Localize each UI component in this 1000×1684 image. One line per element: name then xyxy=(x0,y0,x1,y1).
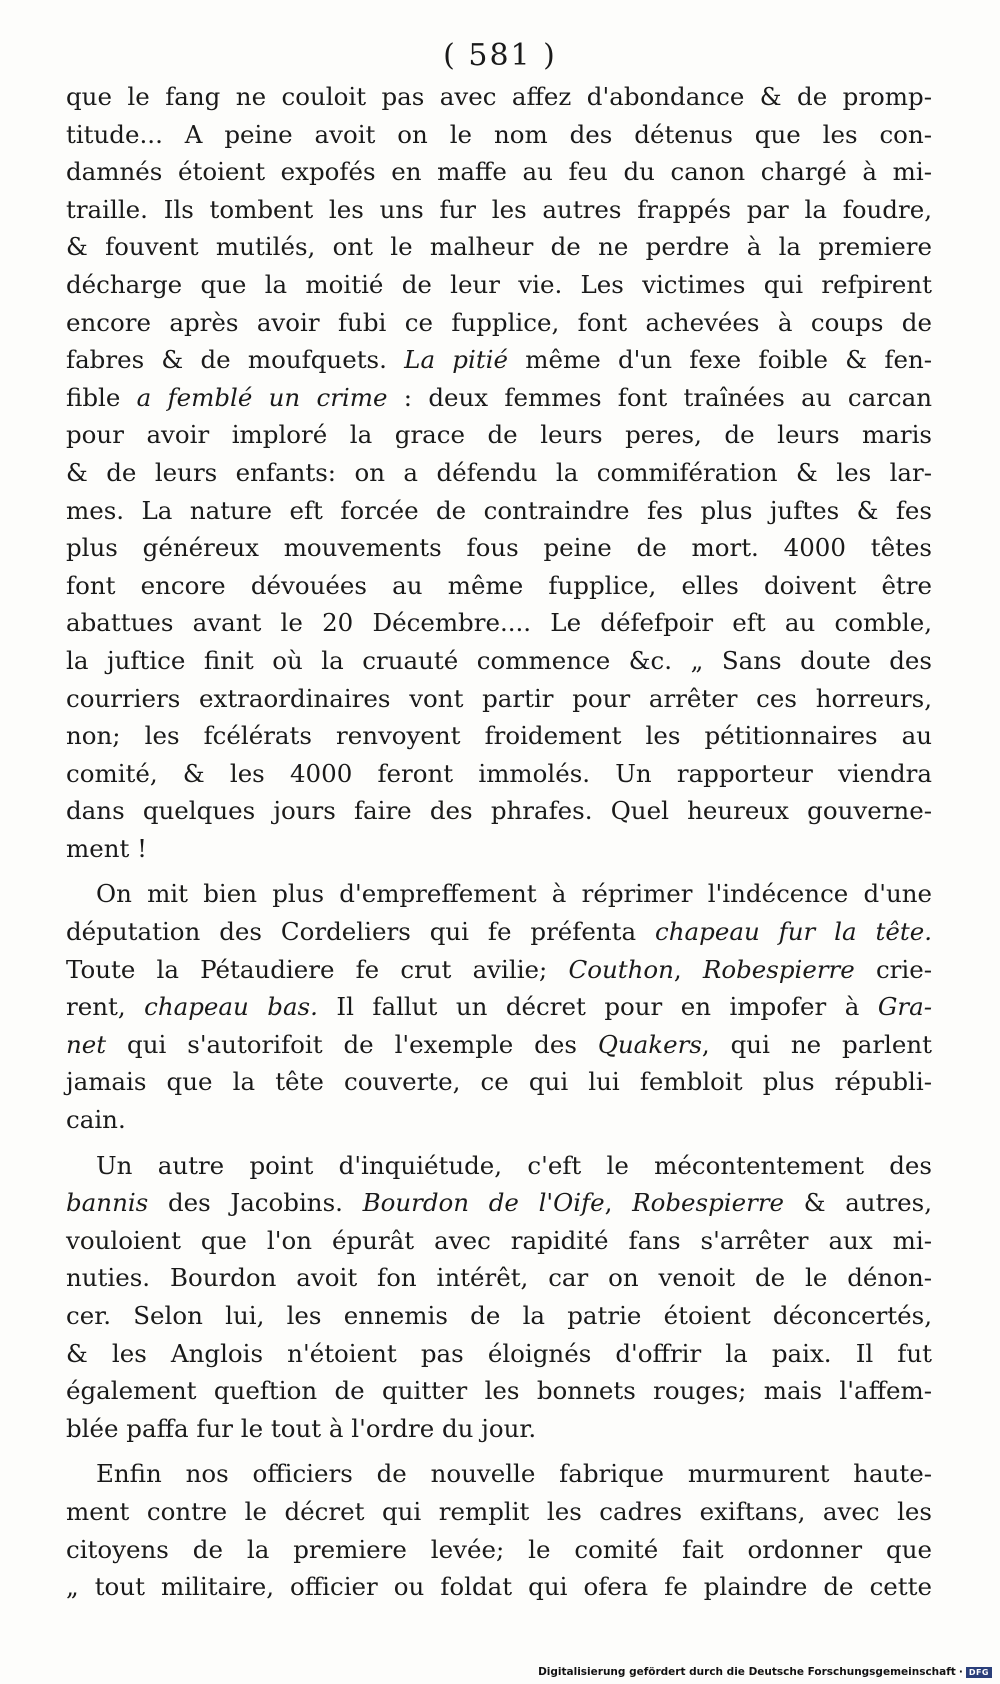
text-line xyxy=(66,1372,932,1410)
footer-text: Digitalisierung gefördert durch die Deutsche Forschungsgemeinschaft xyxy=(538,1666,956,1678)
italic-text: a femblé un crime xyxy=(136,382,388,412)
text-run: non; les fcélérats renvoyent froidement les pétitionnaires au xyxy=(66,721,932,751)
text-run: font encore dévouées au même fupplice, elles doivent être xyxy=(66,570,932,600)
text-run: fible xyxy=(66,382,137,412)
text-run: , qui ne parlent xyxy=(701,1029,932,1059)
text-run: citoyens de la premiere levée; le comité fait ordonner que xyxy=(66,1534,932,1564)
digitization-credit: Digitalisierung gefördert durch die Deutsche Forschungsgemeinschaft · DFG xyxy=(538,1666,992,1678)
text-line xyxy=(66,1147,932,1185)
text-run: vouloient que l'on épurât avec rapidité fans s'arrêter aux mi- xyxy=(66,1225,932,1255)
text-run: & les Anglois n'étoient pas éloignés d'offrir la paix. Il fut xyxy=(66,1338,932,1368)
italic-text: Bourdon de l'Oife xyxy=(362,1188,605,1218)
text-run: titude... A peine avoit on le nom des détenus que les con- xyxy=(66,119,932,149)
text-line xyxy=(66,988,932,1026)
italic-text: Couthon xyxy=(568,954,674,984)
text-line xyxy=(66,680,932,718)
text-run: crie- xyxy=(854,954,932,984)
text-run: des Jacobins. xyxy=(148,1188,363,1218)
italic-text: net xyxy=(66,1029,107,1059)
text-line xyxy=(66,1063,932,1101)
italic-text: Robespierre xyxy=(702,954,855,984)
text-run: qui s'autorifoit de l'exemple des xyxy=(106,1029,598,1059)
text-run: plus généreux mouvements fous peine de mort. 4000 têtes xyxy=(66,533,932,563)
text-line xyxy=(66,492,932,530)
text-line xyxy=(66,1531,932,1569)
text-run: Toute la Pétaudiere fe crut avilie; xyxy=(66,954,569,984)
text-run: traille. Ils tombent les uns fur les autres frappés par la foudre, xyxy=(66,194,932,224)
italic-text: La pitié xyxy=(404,345,509,375)
text-line xyxy=(66,116,932,154)
text-run: Un autre point d'inquiétude, c'eft le mécontentement des xyxy=(96,1150,932,1180)
text-line xyxy=(66,529,932,567)
text-line xyxy=(66,304,932,342)
text-line xyxy=(66,755,932,793)
paragraph-gap xyxy=(66,1139,932,1147)
text-run: la juftice finit où la cruauté commence &c. „ Sans doute des xyxy=(66,645,932,675)
italic-text: Robespierre xyxy=(632,1188,785,1218)
text-line xyxy=(66,830,932,868)
text-line xyxy=(66,1335,932,1373)
text-run: & fouvent mutilés, ont le malheur de ne perdre à la premiere xyxy=(66,232,932,262)
italic-text: chapeau fur la tête. xyxy=(655,917,932,947)
text-line xyxy=(66,875,932,913)
text-line xyxy=(66,604,932,642)
text-run: fabres & de moufquets. xyxy=(66,345,405,375)
text-line xyxy=(66,913,932,951)
text-line xyxy=(66,1222,932,1260)
text-run: jamais que la tête couverte, ce qui lui fembloit plus républi- xyxy=(66,1067,932,1097)
text-run: cain. xyxy=(66,1105,126,1135)
text-run: „ tout militaire, officier ou foldat qui ofera fe plaindre de cette xyxy=(66,1572,932,1602)
text-line xyxy=(66,717,932,755)
text-line xyxy=(66,454,932,492)
text-run: : deux femmes font traînées au carcan xyxy=(387,382,932,412)
text-run: nuties. Bourdon avoit fon intérêt, car on venoit de le dénon- xyxy=(66,1263,932,1293)
text-run: ment contre le décret qui remplit les cadres exiftans, avec les xyxy=(66,1496,932,1526)
text-run: députation des Cordeliers qui fe préfenta xyxy=(66,917,656,947)
text-run: blée paffa fur le tout à l'ordre du jour. xyxy=(66,1413,537,1443)
text-run: On mit bien plus d'empreffement à réprimer l'indécence d'une xyxy=(96,879,932,909)
text-line xyxy=(66,153,932,191)
italic-text: Quakers xyxy=(597,1029,702,1059)
text-line xyxy=(66,1493,932,1531)
text-line xyxy=(66,379,932,417)
text-line xyxy=(66,266,932,304)
text-line xyxy=(66,1568,932,1606)
text-run: comité, & les 4000 feront immolés. Un rapporteur viendra xyxy=(66,758,932,788)
text-run: mes. La nature eft forcée de contraindre fes plus juftes & fes xyxy=(66,495,932,525)
text-line xyxy=(66,1101,932,1139)
italic-text: chapeau bas. xyxy=(144,992,318,1022)
text-line xyxy=(66,1455,932,1493)
text-run: abattues avant le 20 Décembre.... Le défefpoir eft au comble, xyxy=(66,608,932,638)
text-run: , xyxy=(673,954,703,984)
text-run: damnés étoient expofés en maffe au feu du canon chargé à mi- xyxy=(66,157,932,187)
text-line xyxy=(66,78,932,116)
text-run: que le fang ne couloit pas avec affez d'abondance & de promp- xyxy=(66,82,932,111)
text-line xyxy=(66,951,932,989)
text-line xyxy=(66,1410,932,1448)
text-run: Il fallut un décret pour en impofer à xyxy=(317,992,878,1022)
text-run: courriers extraordinaires vont partir pour arrêter ces horreurs, xyxy=(66,683,932,713)
paragraph-gap xyxy=(66,1447,932,1455)
text-run: Enfin nos officiers de nouvelle fabrique murmurent haute- xyxy=(96,1459,932,1489)
text-run: & autres, xyxy=(784,1188,933,1218)
text-line xyxy=(66,792,932,830)
text-run: dans quelques jours faire des phrafes. Quel heureux gouverne- xyxy=(66,796,932,826)
italic-text: bannis xyxy=(66,1188,149,1218)
text-run: cer. Selon lui, les ennemis de la patrie étoient déconcertés, xyxy=(66,1301,932,1330)
text-run: , xyxy=(604,1188,633,1218)
text-run: pour avoir imploré la grace de leurs peres, de leurs maris xyxy=(66,420,932,450)
text-line xyxy=(66,642,932,680)
text-line xyxy=(66,1026,932,1064)
text-line xyxy=(66,1297,932,1335)
dfg-logo: DFG xyxy=(966,1667,992,1678)
text-run: ment ! xyxy=(66,833,147,863)
text-run: décharge que la moitié de leur vie. Les victimes qui refpirent xyxy=(66,269,932,299)
text-line xyxy=(66,191,932,229)
italic-text: Gra- xyxy=(877,992,932,1022)
text-line xyxy=(66,416,932,454)
text-run: & de leurs enfants: on a défendu la commifération & les lar- xyxy=(66,457,932,487)
text-run: même d'un fexe foible & fen- xyxy=(508,345,932,375)
text-run: rent, xyxy=(66,992,145,1022)
body-text xyxy=(66,78,932,1606)
text-line xyxy=(66,1184,932,1222)
text-line xyxy=(66,567,932,605)
paragraph-gap xyxy=(66,867,932,875)
text-line xyxy=(66,228,932,266)
page-number: ( 581 ) xyxy=(443,38,557,73)
text-line xyxy=(66,1259,932,1297)
text-run: encore après avoir fubi ce fupplice, font achevées à coups de xyxy=(66,307,932,337)
text-line xyxy=(66,341,932,379)
text-run: également queftion de quitter les bonnets rouges; mais l'affem- xyxy=(66,1376,932,1406)
